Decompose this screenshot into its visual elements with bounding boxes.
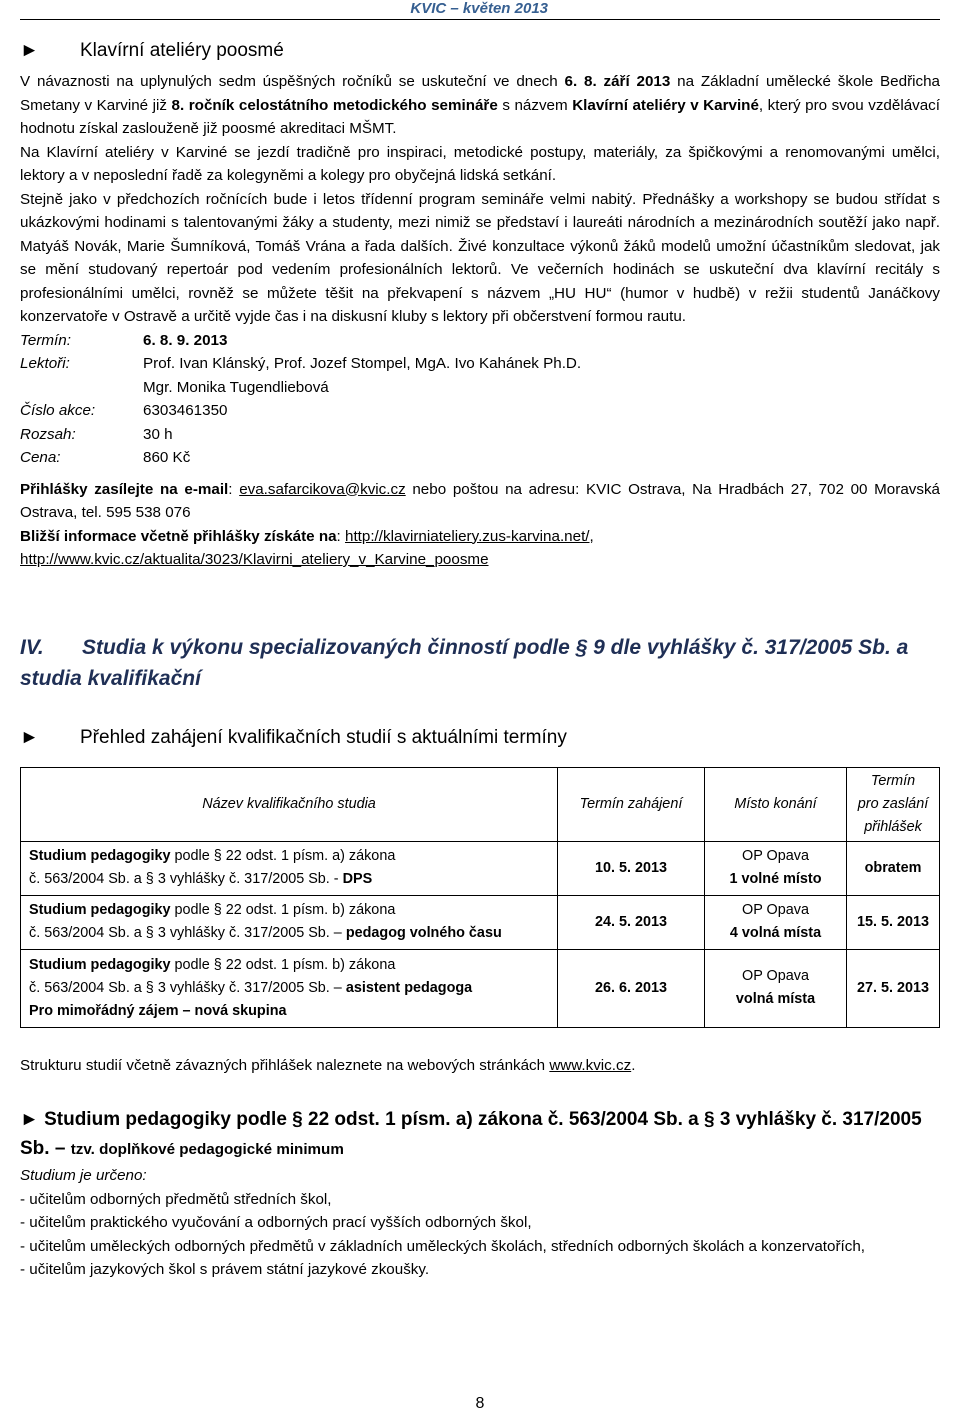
lektori-row-2: Mgr. Monika Tugendliebová bbox=[143, 378, 329, 396]
triangle-icon: ► bbox=[20, 726, 39, 748]
klavirni-ateliery-link[interactable]: http://klavirniateliery.zus-karvina.net/ bbox=[345, 527, 590, 545]
prihlasky-paragraph: Přihlášky zasílejte na e-mail: eva.safarcikova@kvic.cz nebo poštou na adresu: KVIC Ostrava, Na Hradbách 27, 702 00 Moravská Ostrava, tel. 595 538 076 bbox=[20, 480, 940, 521]
list-item: - učitelům jazykových škol s právem státní jazykové zkoušky. bbox=[20, 1261, 430, 1278]
content bbox=[20, 36, 940, 1282]
intro-paragraph: V návaznosti na uplynulých sedm úspěšných ročníků se uskuteční ve dnech 6. 8. září 2013 na Základní umělecké škole Bedřicha Smetany v Karviné již 8. ročník celostátního metodického semináře s názvem Klavírní ateliéry v Karviné, který pro svou vzdělávací hodnotu získal zaslouženě již poosmé akreditaci MŠMT. bbox=[20, 73, 940, 137]
paragraph-3: Stejně jako v předchozích ročnících bude i letos třídenní program semináře velmi nabitý. Přednášky a workshopy se budou střídat s ukázkovými hodinami s talentovanými žáky a studenty, mezi nimiž se představí i laureáti národních a mezinárodních soutěží jako např. Matyáš Novák, Marie Šumníková, Tomáš Vrána a řada dalších. Živé konzultace výkonů žáků modelů umožní účastníkům sledovat, jak se mění studovaný repertoár pod vedením profesionálních lektorů. Ve večerních hodinách se uskuteční dva klavírní recitály s profesionálními umělci, rovněž se můžete těšit na překvapení s názvem „HU HU“ (humor v hudbě) v režii studentů Janáčkovy konzervatoře v Ostravě a určitě vyjde čas i na diskusní kluby s lektory při občerstvení formou rautu. bbox=[20, 190, 940, 325]
col-header-deadline: Termín pro zaslání přihlášek bbox=[847, 767, 940, 841]
col-header-place: Místo konání bbox=[705, 767, 847, 841]
section-5-heading: ► Studium pedagogiky podle § 22 odst. 1 písm. a) zákona č. 563/2004 Sb. a § 3 vyhlášky č. 317/2005 Sb. – tzv. doplňkové pedagogické minimum bbox=[20, 1109, 922, 1159]
section-iv-heading: IV. Studia k výkonu specializovaných činností podle § 9 dle vyhlášky č. 317/2005 Sb. a studia kvalifikační bbox=[20, 635, 909, 690]
kvic-aktualita-link[interactable]: http://www.kvic.cz/aktualita/3023/Klavirni_ateliery_v_Karvine_poosme bbox=[20, 551, 489, 568]
termin-row: Termín: 6. 8. 9. 2013 bbox=[20, 331, 228, 349]
list-item: - učitelům uměleckých odborných předmětů v základních uměleckých školách, středních odborných školách a konzervatořích, bbox=[20, 1237, 866, 1255]
lektori-row: Lektoři: Prof. Ivan Klánský, Prof. Jozef Stompel, MgA. Ivo Kahánek Ph.D. bbox=[20, 355, 582, 372]
email-link[interactable]: eva.safarcikova@kvic.cz bbox=[239, 480, 406, 498]
section-title: Klavírní ateliéry poosmé bbox=[80, 40, 284, 61]
col-header-start: Termín zahájení bbox=[558, 767, 705, 841]
after-table-note: Strukturu studií včetně závazných přihlášek naleznete na webových stránkách www.kvic.cz. bbox=[20, 1056, 636, 1074]
page-number: 8 bbox=[475, 1395, 485, 1412]
triangle-icon: ► bbox=[20, 1109, 45, 1130]
table-row: Studium pedagogiky podle § 22 odst. 1 písm. b) zákona č. 563/2004 Sb. a § 3 vyhlášky č. 317/2005 Sb. – pedagog volného času 24. 5. 2013 OP Opava 4 volná místa 15. 5. 2013 bbox=[21, 895, 940, 949]
list-item: - učitelům praktického vyučování a odborných prací vyšších odborných škol, bbox=[20, 1214, 532, 1231]
col-header-name: Název kvalifikačního studia bbox=[21, 767, 558, 841]
table-row: Studium pedagogiky podle § 22 odst. 1 písm. a) zákona č. 563/2004 Sb. a § 3 vyhlášky č. 317/2005 Sb. - DPS 10. 5. 2013 OP Opava 1 volné místo obratem bbox=[21, 841, 940, 895]
overview-heading: ► Přehled zahájení kvalifikačních studií s aktuálními termíny bbox=[20, 724, 940, 752]
cena-row: Cena: 860 Kč bbox=[20, 449, 191, 466]
list-item: - učitelům odborných předmětů středních škol, bbox=[20, 1190, 332, 1208]
cislo-row: Číslo akce: 6303461350 bbox=[20, 402, 228, 419]
info-paragraph: Bližší informace včetně přihlášky získáte na: http://klavirniateliery.zus-karvina.net/, http://www.kvic.cz/aktualita/3023/Klavirni_ateliery_v_Karvine_poosme bbox=[20, 527, 594, 568]
triangle-icon: ► bbox=[20, 40, 39, 61]
urceno-label: Studium je určeno: bbox=[20, 1167, 147, 1184]
table-header-row bbox=[21, 767, 940, 841]
table-row: Studium pedagogiky podle § 22 odst. 1 písm. b) zákona č. 563/2004 Sb. a § 3 vyhlášky č. 317/2005 Sb. – asistent pedagoga Pro mimořádný zájem – nová skupina 26. 6. 2013 OP Opava volná místa 27. 5. 2013 bbox=[21, 949, 940, 1027]
kvic-link[interactable]: www.kvic.cz bbox=[549, 1056, 632, 1074]
header-rule bbox=[20, 19, 940, 20]
studies-table bbox=[20, 767, 940, 1028]
rozsah-row: Rozsah: 30 h bbox=[20, 425, 173, 443]
paragraph-2: Na Klavírní ateliéry v Karviné se jezdí tradičně pro inspiraci, metodické postupy, materiály, za špičkovými a renomovanými umělci, lektory a v neposlední řadě za kolegyněmi a kolegy pro obyčejná lidská setkání. bbox=[20, 143, 940, 184]
page-header: KVIC – květen 2013 bbox=[410, 0, 548, 17]
section-heading bbox=[20, 36, 940, 66]
